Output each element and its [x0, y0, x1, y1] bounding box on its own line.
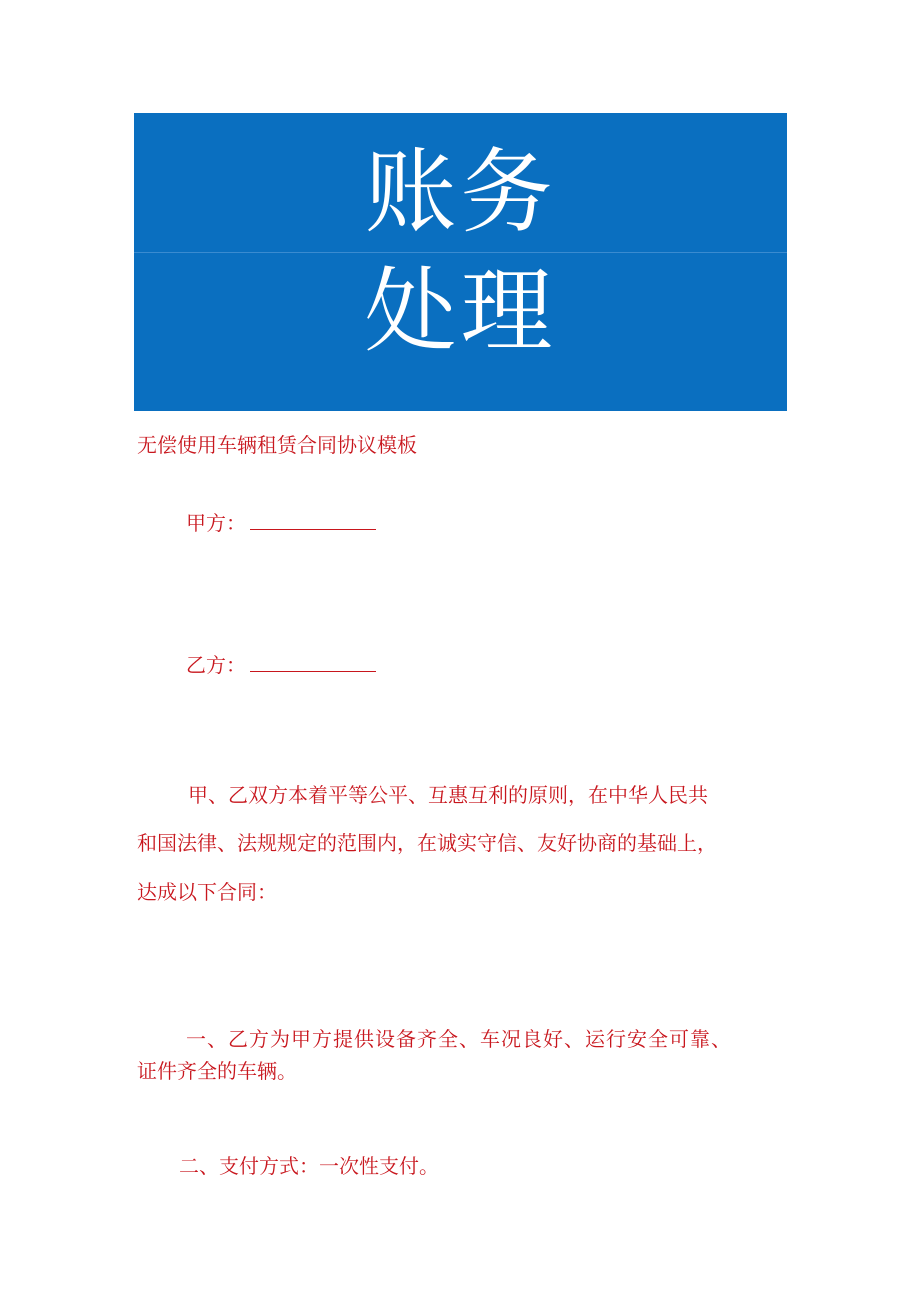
banner-title-line-1: 账务 — [364, 139, 557, 246]
clause-2: 二、支付方式：一次性支付。 — [179, 1154, 439, 1178]
party-a-line — [186, 509, 376, 535]
intro-paragraph-line-1: 甲、乙双方本着平等公平、互惠互利的原则，在中华人民共 — [188, 783, 708, 807]
document-title: 无偿使用车辆租赁合同协议模板 — [137, 433, 417, 457]
clause-1-line-1: 一、乙方为甲方提供设备齐全、车况良好、运行安全可靠、 — [186, 1027, 732, 1051]
party-a-blank — [250, 509, 376, 530]
intro-paragraph-line-2: 和国法律、法规规定的范围内，在诚实守信、友好协商的基础上， — [137, 831, 717, 855]
party-b-line — [186, 651, 376, 677]
party-a-label: 甲方： — [186, 511, 246, 535]
banner-divider — [134, 252, 787, 253]
clause-1-line-2: 证件齐全的车辆。 — [137, 1059, 297, 1083]
banner-title-line-2: 处理 — [364, 258, 557, 365]
party-b-label: 乙方： — [186, 653, 246, 677]
party-b-blank — [250, 651, 376, 672]
intro-paragraph-line-3: 达成以下合同： — [137, 880, 277, 904]
